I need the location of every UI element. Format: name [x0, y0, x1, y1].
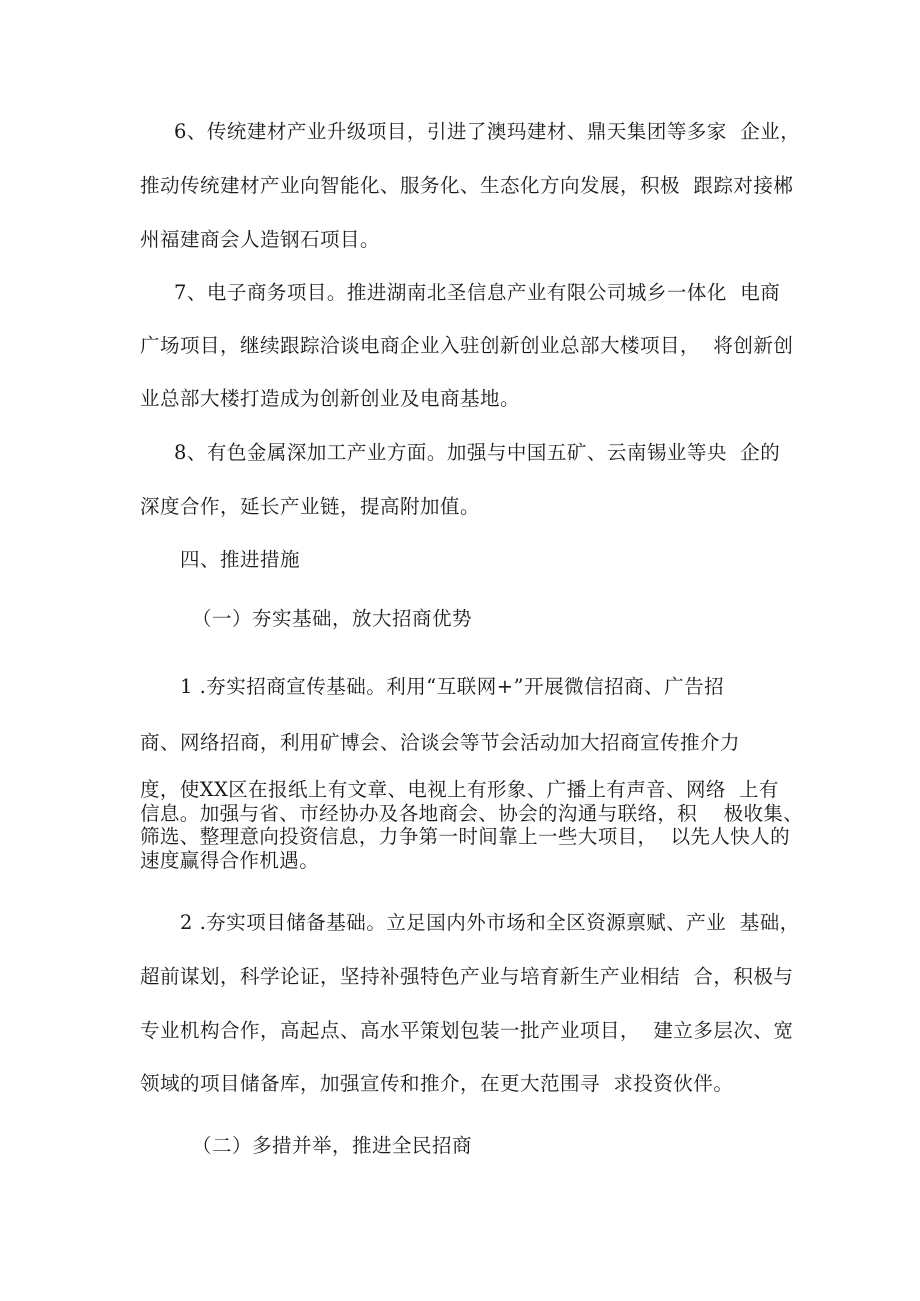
item-1-dense-block — [140, 778, 804, 872]
item-1-dense-line-3: 筛选、整理意向投资信息，力争第一时间靠上一些大项目， 以先人快人的 — [140, 825, 790, 848]
paragraph-7-line-2: 广场项目，继续跟踪洽谈电商企业入驻创新创业总部大楼项目， 将创新创 — [140, 334, 794, 357]
item-1-line-2: 商、网络招商，利用矿博会、洽谈会等节会活动加大招商宣传推介力 — [140, 731, 741, 754]
paragraph-7-line-1: 7、电子商务项目。推进湖南北圣信息产业有限公司城乡一体化 电商 — [174, 281, 781, 304]
paragraph-6-line-1: 6、传统建材产业升级项目，引进了澳玛建材、鼎天集团等多家 企业， — [174, 120, 801, 143]
item-1-line-1: 1 .夯实招商宣传基础。利用“互联网+”开展微信招商、广告招 — [180, 675, 725, 698]
item-1-dense-line-4: 速度赢得合作机遇。 — [140, 848, 320, 872]
paragraph-8-line-2: 深度合作，延长产业链，提高附加值。 — [140, 495, 481, 518]
paragraph-6-line-2: 推动传统建材产业向智能化、服务化、生态化方向发展，积极 跟踪对接郴 — [140, 174, 794, 197]
subsection-heading-1: （一）夯实基础，放大招商优势 — [192, 607, 473, 630]
section-heading-4: 四、推进措施 — [180, 548, 301, 571]
item-2-line-3: 专业机构合作，高起点、高水平策划包装一批产业项目， 建立多层次、宽 — [140, 1019, 794, 1042]
item-2-line-4: 领域的项目储备库，加强宣传和推介，在更大范围寻 求投资伙伴。 — [140, 1072, 734, 1095]
paragraph-6-line-3: 州福建商会人造钢石项目。 — [140, 228, 381, 251]
item-1-dense-line-2: 信息。加强与省、市经协办及各地商会、协会的沟通与联络，积 极收集、 — [140, 801, 804, 825]
item-2-line-1: 2 .夯实项目储备基础。立足国内外市场和全区资源禀赋、产业 基础， — [180, 911, 800, 934]
paragraph-8-line-1: 8、有色金属深加工产业方面。加强与中国五矿、云南锡业等央 企的 — [174, 441, 781, 464]
paragraph-7-line-3: 业总部大楼打造成为创新创业及电商基地。 — [140, 387, 521, 410]
subsection-heading-2: （二）多措并举，推进全民招商 — [192, 1134, 473, 1157]
item-1-dense-line-1: 度，使XX区在报纸上有文章、电视上有形象、广播上有声音、网络 上有 — [140, 778, 779, 801]
item-2-line-2: 超前谋划，科学论证，坚持补强特色产业与培育新生产业相结 合，积极与 — [140, 965, 794, 988]
